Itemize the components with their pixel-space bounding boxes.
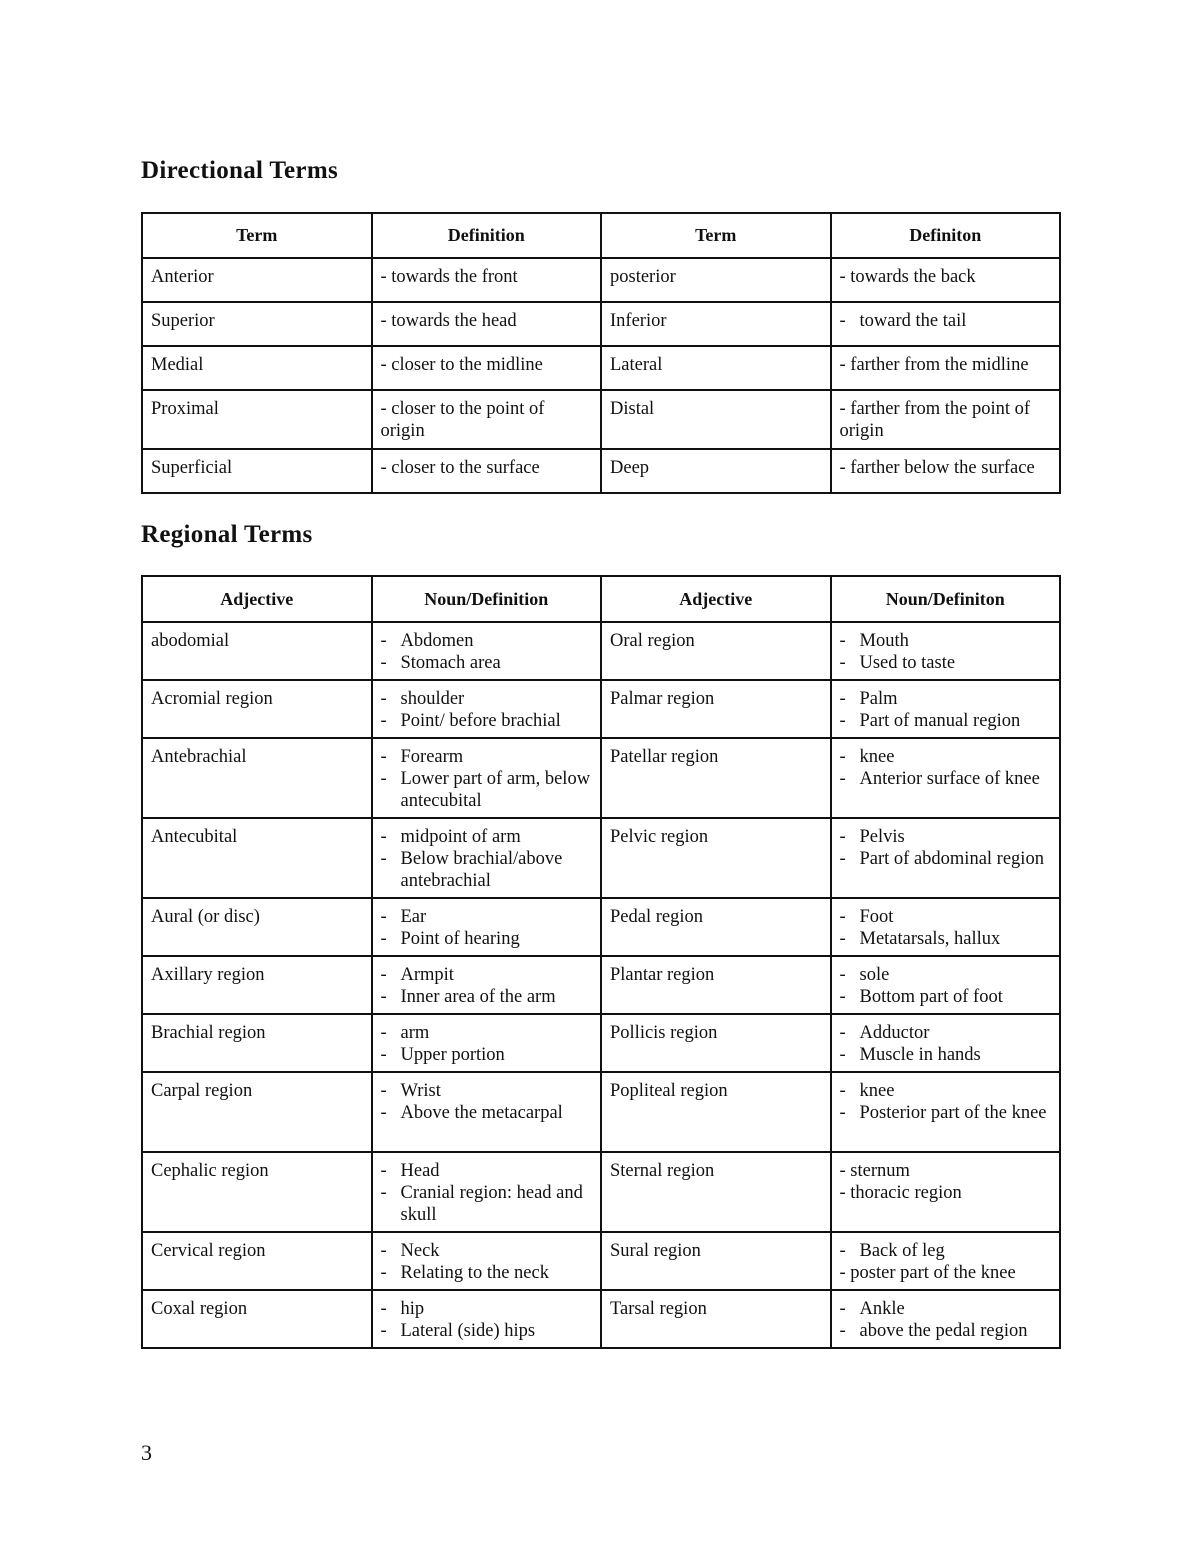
definition-cell: [372, 1072, 602, 1152]
definition-text: Ankle: [859, 1299, 905, 1319]
table-row: [142, 390, 1060, 449]
definition-line: [381, 710, 593, 732]
term-cell: Medial: [142, 346, 372, 390]
bullet-dash: -: [839, 1241, 846, 1261]
term-cell: Superior: [142, 302, 372, 346]
definition-line: [381, 826, 593, 848]
adjective-cell: Aural (or disc): [142, 898, 372, 956]
definition-cell: - towards the head: [372, 302, 602, 346]
definition-cell: [831, 956, 1061, 1014]
directional-terms-heading: Directional Terms: [141, 157, 338, 184]
definition-text: Forearm: [400, 747, 464, 767]
definition-line: [840, 746, 1052, 768]
definition-cell: [372, 1152, 602, 1232]
definition-line: [381, 1240, 593, 1262]
definition-text: Neck: [400, 1241, 440, 1261]
definition-cell: [831, 818, 1061, 898]
definition-line: [840, 986, 1052, 1008]
definition-text: Palm: [859, 689, 898, 709]
definition-line: [840, 688, 1052, 710]
definition-text: Back of leg: [859, 1241, 945, 1261]
adjective-cell: Sural region: [601, 1232, 831, 1290]
term-cell: Deep: [601, 449, 831, 493]
definition-text: Posterior part of the knee: [859, 1103, 1047, 1123]
bullet-dash: -: [839, 747, 846, 767]
bullet-dash: -: [380, 747, 387, 767]
definition-line: [840, 1102, 1052, 1124]
definition-cell: - closer to the point of origin: [372, 390, 602, 449]
column-header: Noun/Definition: [372, 576, 602, 622]
definition-text: shoulder: [400, 689, 465, 709]
bullet-dash: -: [839, 653, 846, 673]
definition-cell: - farther from the point of origin: [831, 390, 1061, 449]
bullet-dash: -: [380, 631, 387, 651]
bullet-dash: -: [380, 653, 387, 673]
adjective-cell: Sternal region: [601, 1152, 831, 1232]
definition-text: Relating to the neck: [400, 1263, 549, 1283]
definition-cell: [831, 898, 1061, 956]
adjective-cell: Patellar region: [601, 738, 831, 818]
table-row: [142, 898, 1060, 956]
definition-text: Adductor: [859, 1023, 930, 1043]
definition-line: [381, 1262, 593, 1284]
definition-cell: [831, 1290, 1061, 1348]
definition-cell: [831, 1232, 1061, 1290]
definition-line: [381, 688, 593, 710]
definition-text: Head: [400, 1161, 440, 1181]
definition-text: sole: [859, 965, 890, 985]
bullet-dash: -: [839, 1321, 846, 1341]
definition-line: [381, 746, 593, 768]
table-row: [142, 258, 1060, 302]
directional-terms-table: [141, 212, 1061, 494]
adjective-cell: Axillary region: [142, 956, 372, 1014]
term-cell: Lateral: [601, 346, 831, 390]
adjective-cell: Popliteal region: [601, 1072, 831, 1152]
definition-line: [840, 1080, 1052, 1102]
bullet-dash: -: [839, 987, 846, 1007]
definition-text: Stomach area: [400, 653, 501, 673]
adjective-cell: Cephalic region: [142, 1152, 372, 1232]
definition-text: Armpit: [400, 965, 454, 985]
definition-line: [381, 928, 593, 950]
definition-text: Bottom part of foot: [859, 987, 1003, 1007]
definition-line: [381, 768, 593, 812]
definition-text: midpoint of arm: [400, 827, 521, 847]
definition-cell: [372, 1290, 602, 1348]
definition-cell: - farther from the midline: [831, 346, 1061, 390]
bullet-dash: -: [839, 1103, 846, 1123]
definition-text: Part of abdominal region: [859, 849, 1044, 869]
adjective-cell: Tarsal region: [601, 1290, 831, 1348]
definition-cell: - towards the front: [372, 258, 602, 302]
definition-cell: [372, 1014, 602, 1072]
definition-line: [840, 1298, 1052, 1320]
table-row: [142, 1014, 1060, 1072]
term-cell: Distal: [601, 390, 831, 449]
definition-line: [840, 906, 1052, 928]
definition-line: [840, 1044, 1052, 1066]
column-header: Term: [601, 213, 831, 258]
bullet-dash: -: [380, 1241, 387, 1261]
regional-terms-heading: Regional Terms: [141, 521, 313, 548]
bullet-dash: -: [839, 849, 846, 869]
bullet-dash: -: [839, 1081, 846, 1101]
definition-cell: - toward the tail: [831, 302, 1061, 346]
definition-line: [381, 1102, 593, 1124]
bullet-dash: -: [839, 1045, 846, 1065]
definition-text: Inner area of the arm: [400, 987, 556, 1007]
definition-line: [840, 928, 1052, 950]
column-header: Definition: [372, 213, 602, 258]
adjective-cell: Pelvic region: [601, 818, 831, 898]
bullet-dash: -: [380, 689, 387, 709]
table-header-row: [142, 576, 1060, 622]
page-number: 3: [141, 1440, 152, 1465]
bullet-dash: -: [380, 849, 387, 869]
definition-text: Point of hearing: [400, 929, 520, 949]
adjective-cell: Palmar region: [601, 680, 831, 738]
definition-line: [840, 826, 1052, 848]
adjective-cell: Brachial region: [142, 1014, 372, 1072]
bullet-dash: -: [380, 769, 387, 789]
regional-terms-table: [141, 575, 1061, 1349]
definition-text: - sternum: [839, 1161, 910, 1181]
bullet-dash: -: [380, 929, 387, 949]
bullet-dash: -: [839, 965, 846, 985]
definition-line: [840, 1240, 1052, 1262]
definition-line: [381, 848, 593, 892]
bullet-dash: -: [380, 1081, 387, 1101]
definition-line: [840, 630, 1052, 652]
definition-cell: [372, 622, 602, 680]
definition-text: Muscle in hands: [859, 1045, 981, 1065]
definition-line: [840, 848, 1052, 870]
table-row: [142, 1072, 1060, 1152]
definition-line: [381, 1298, 593, 1320]
adjective-cell: Pollicis region: [601, 1014, 831, 1072]
definition-line: [840, 964, 1052, 986]
table-row: [142, 1232, 1060, 1290]
definition-text: Pelvis: [859, 827, 905, 847]
definition-cell: [372, 738, 602, 818]
bullet-dash: -: [380, 711, 387, 731]
definition-cell: [831, 680, 1061, 738]
bullet-dash: -: [380, 1299, 387, 1319]
definition-cell: [831, 1072, 1061, 1152]
term-cell: Anterior: [142, 258, 372, 302]
bullet-dash: -: [380, 827, 387, 847]
bullet-dash: -: [380, 1023, 387, 1043]
adjective-cell: Antecubital: [142, 818, 372, 898]
definition-text: - thoracic region: [839, 1183, 962, 1203]
bullet-dash: -: [380, 1161, 387, 1181]
definition-text: Below brachial/above antebrachial: [400, 849, 563, 891]
bullet-dash: -: [380, 1183, 387, 1203]
column-header: Adjective: [601, 576, 831, 622]
table-row: [142, 680, 1060, 738]
adjective-cell: abodomial: [142, 622, 372, 680]
term-cell: Superficial: [142, 449, 372, 493]
definition-cell: [372, 818, 602, 898]
definition-text: Wrist: [400, 1081, 441, 1101]
adjective-cell: Cervical region: [142, 1232, 372, 1290]
adjective-cell: Carpal region: [142, 1072, 372, 1152]
adjective-cell: Pedal region: [601, 898, 831, 956]
regional-table-body: [142, 622, 1060, 1348]
definition-cell: [372, 1232, 602, 1290]
bullet-dash: -: [839, 1023, 846, 1043]
definition-line: [381, 1022, 593, 1044]
definition-text: Cranial region: head and skull: [400, 1183, 583, 1225]
term-cell: posterior: [601, 258, 831, 302]
bullet-dash: -: [839, 907, 846, 927]
definition-cell: - closer to the surface: [372, 449, 602, 493]
definition-cell: [831, 1014, 1061, 1072]
bullet-dash: -: [839, 631, 846, 651]
definition-text: Used to taste: [859, 653, 956, 673]
definition-cell: [831, 1152, 1061, 1232]
definition-cell: [372, 680, 602, 738]
bullet-dash: -: [380, 965, 387, 985]
table-row: [142, 1152, 1060, 1232]
definition-line: [381, 986, 593, 1008]
table-row: [142, 956, 1060, 1014]
adjective-cell: Coxal region: [142, 1290, 372, 1348]
definition-text: Lateral (side) hips: [400, 1321, 536, 1341]
bullet-dash: -: [380, 1321, 387, 1341]
definition-text: Abdomen: [400, 631, 474, 651]
table-row: [142, 818, 1060, 898]
definition-text: above the pedal region: [859, 1321, 1028, 1341]
definition-cell: [372, 956, 602, 1014]
table-row: [142, 302, 1060, 346]
definition-cell: - towards the back: [831, 258, 1061, 302]
definition-line: [381, 1080, 593, 1102]
definition-text: Mouth: [859, 631, 909, 651]
definition-line: [840, 710, 1052, 732]
definition-line: [381, 1182, 593, 1226]
definition-line: [381, 906, 593, 928]
definition-cell: - farther below the surface: [831, 449, 1061, 493]
definition-text: Point/ before brachial: [400, 711, 561, 731]
definition-line: [381, 630, 593, 652]
definition-text: arm: [400, 1023, 430, 1043]
bullet-dash: -: [839, 711, 846, 731]
definition-text: Upper portion: [400, 1045, 505, 1065]
bullet-dash: -: [839, 929, 846, 949]
definition-text: Metatarsals, hallux: [859, 929, 1001, 949]
bullet-dash: -: [839, 769, 846, 789]
bullet-dash: -: [380, 1103, 387, 1123]
table-row: [142, 1290, 1060, 1348]
bullet-dash: -: [839, 689, 846, 709]
definition-text: knee: [859, 747, 895, 767]
definition-text: knee: [859, 1081, 895, 1101]
definition-text: Above the metacarpal: [400, 1103, 563, 1123]
table-row: [142, 449, 1060, 493]
column-header: Definiton: [831, 213, 1061, 258]
definition-text: Anterior surface of knee: [859, 769, 1040, 789]
term-cell: Proximal: [142, 390, 372, 449]
bullet-dash: -: [380, 987, 387, 1007]
definition-line: [840, 1320, 1052, 1342]
bullet-dash: -: [380, 1045, 387, 1065]
definition-line: [381, 1320, 593, 1342]
column-header: Noun/Definiton: [831, 576, 1061, 622]
table-row: [142, 346, 1060, 390]
bullet-dash: -: [839, 827, 846, 847]
definition-text: Foot: [859, 907, 894, 927]
definition-text: Lower part of arm, below antecubital: [400, 769, 591, 811]
bullet-dash: -: [380, 907, 387, 927]
column-header: Term: [142, 213, 372, 258]
definition-line: [381, 1160, 593, 1182]
definition-line: [840, 1022, 1052, 1044]
adjective-cell: Plantar region: [601, 956, 831, 1014]
term-cell: Inferior: [601, 302, 831, 346]
definition-text: - poster part of the knee: [839, 1263, 1016, 1283]
definition-cell: [831, 738, 1061, 818]
column-header: Adjective: [142, 576, 372, 622]
adjective-cell: Antebrachial: [142, 738, 372, 818]
definition-line: [381, 964, 593, 986]
table-row: [142, 738, 1060, 818]
definition-cell: - closer to the midline: [372, 346, 602, 390]
table-header-row: [142, 213, 1060, 258]
definition-line: [840, 768, 1052, 790]
adjective-cell: Acromial region: [142, 680, 372, 738]
adjective-cell: Oral region: [601, 622, 831, 680]
definition-line: [381, 652, 593, 674]
definition-text: hip: [400, 1299, 425, 1319]
table-row: [142, 622, 1060, 680]
definition-text: Part of manual region: [859, 711, 1021, 731]
bullet-dash: -: [839, 1299, 846, 1319]
definition-cell: [372, 898, 602, 956]
definition-line: [840, 652, 1052, 674]
definition-line: [381, 1044, 593, 1066]
definition-cell: [831, 622, 1061, 680]
bullet-dash: -: [380, 1263, 387, 1283]
definition-text: Ear: [400, 907, 427, 927]
